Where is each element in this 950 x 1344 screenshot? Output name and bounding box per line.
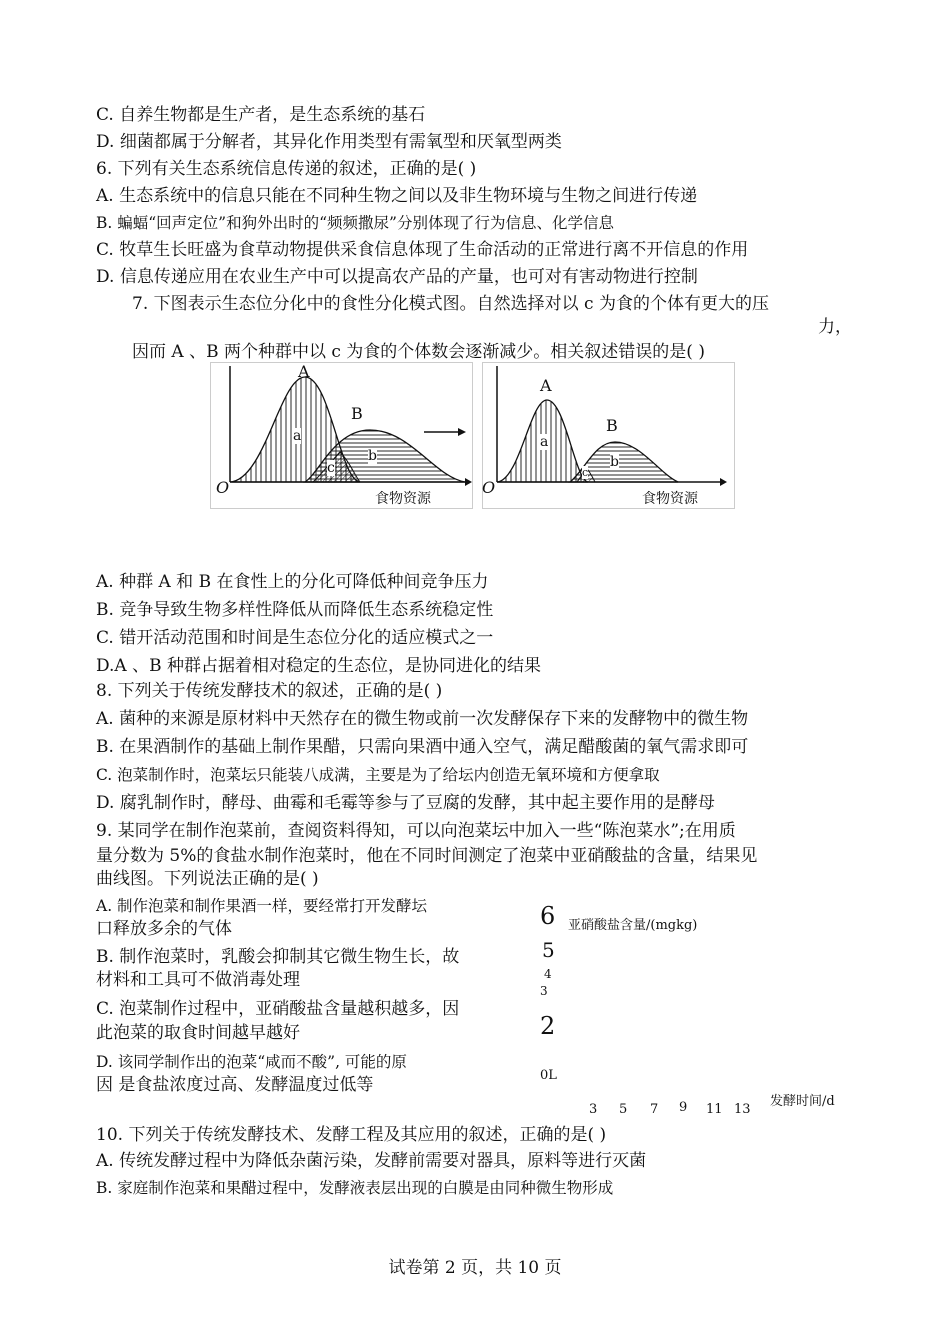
x-axis-label: 发酵时间/d	[770, 1094, 835, 1109]
nitrite-chart	[530, 900, 860, 1122]
q6-option-a: A. 生态系统中的信息只能在不同种生物之间以及非生物环境与生物之间进行传递	[96, 186, 698, 206]
q6-stem: 6. 下列有关生态系统信息传递的叙述，正确的是( )	[96, 159, 477, 179]
q9-option-a-line1: A. 制作泡菜和制作果酒一样，要经常打开发酵坛	[96, 897, 428, 915]
q7-option-c: C. 错开活动范围和时间是生态位分化的适应模式之一	[96, 628, 494, 648]
q8-option-d: D. 腐乳制作时，酵母、曲霉和毛霉等参与了豆腐的发酵，其中起主要作用的是酵母	[96, 793, 715, 813]
q7-option-b: B. 竞争导致生物多样性降低从而降低生态系统稳定性	[96, 600, 494, 620]
q9-stem-line3: 曲线图。下列说法正确的是( )	[96, 869, 319, 889]
origin-right: O	[482, 478, 496, 497]
q9-stem-line1: 9. 某同学在制作泡菜前，查阅资料得知，可以向泡菜坛中加入一些“陈泡菜水”;在用质	[96, 821, 736, 841]
label-curve-b-left: B	[351, 404, 363, 423]
label-area-b-left: b	[368, 448, 377, 464]
y-tick-0: 0L	[540, 1068, 557, 1083]
label-curve-b-right: B	[606, 416, 618, 435]
label-curve-a-left: A	[298, 362, 310, 381]
q10-stem: 10. 下列关于传统发酵技术、发酵工程及其应用的叙述，正确的是( )	[96, 1125, 607, 1145]
q8-stem: 8. 下列关于传统发酵技术的叙述，正确的是( )	[96, 681, 443, 701]
q6-option-b: B. 蝙蝠“回声定位”和狗外出时的“频频撒尿”分别体现了行为信息、化学信息	[96, 214, 614, 232]
q9-option-c-line2: 此泡菜的取食时间越早越好	[96, 1023, 300, 1043]
q9-option-b-line1: B. 制作泡菜时，乳酸会抑制其它微生物生长，故	[96, 947, 460, 967]
q7-option-a: A. 种群 A 和 B 在食性上的分化可降低种间竞争压力	[96, 572, 489, 592]
label-curve-a-right: A	[540, 376, 552, 395]
q9-option-a-line2: 口释放多余的气体	[96, 919, 232, 939]
x-tick-9: 9	[679, 1100, 688, 1115]
y-tick-6: 6	[540, 902, 556, 930]
q7-stem-line1: 7. 下图表示生态位分化中的食性分化模式图。自然选择对以 c 为食的个体有更大的压	[132, 294, 769, 314]
q7-stem-line3: 因而 A 、B 两个种群中以 c 为食的个体数会逐渐减少。相关叙述错误的是( )	[132, 342, 705, 362]
q7-stem-line2: 力，	[818, 317, 852, 337]
q9-option-d-line1: D. 该同学制作出的泡菜“咸而不酸”, 可能的原	[96, 1053, 407, 1071]
niche-left-panel	[230, 366, 472, 486]
q8-option-a: A. 菌种的来源是原材料中天然存在的微生物或前一次发酵保存下来的发酵物中的微生物	[96, 709, 749, 729]
x-tick-7: 7	[650, 1102, 659, 1117]
q10-option-b: B. 家庭制作泡菜和果醋过程中，发酵液表层出现的白膜是由同种微生物形成	[96, 1179, 614, 1197]
q6-option-c: C. 牧草生长旺盛为食草动物提供采食信息体现了生命活动的正常进行离不开信息的作用	[96, 240, 749, 260]
y-tick-3: 3	[540, 984, 548, 998]
q10-option-a: A. 传统发酵过程中为降低杂菌污染，发酵前需要对器具，原料等进行灭菌	[96, 1151, 647, 1171]
q8-option-c: C. 泡菜制作时，泡菜坛只能装八成满，主要是为了给坛内创造无氧环境和方便拿取	[96, 766, 660, 784]
xaxis-label-right: 食物资源	[642, 491, 698, 507]
origin-left: O	[216, 478, 230, 497]
xaxis-label-left: 食物资源	[375, 491, 431, 507]
label-area-c-left: c	[327, 460, 335, 476]
x-tick-13: 13	[734, 1102, 751, 1117]
niche-figure	[210, 362, 735, 510]
q9-option-b-line2: 材料和工具可不做消毒处理	[96, 970, 300, 990]
label-area-c-right: c	[582, 466, 589, 479]
q8-option-b: B. 在果酒制作的基础上制作果醋，只需向果酒中通入空气，满足醋酸菌的氧气需求即可	[96, 737, 749, 757]
y-tick-2: 2	[540, 1012, 556, 1040]
x-tick-11: 11	[706, 1102, 723, 1117]
q9-option-d-line2: 因 是食盐浓度过高、发酵温度过低等	[96, 1075, 374, 1095]
y-tick-5: 5	[542, 938, 555, 962]
x-tick-3: 3	[589, 1102, 598, 1117]
q9-stem-line2: 量分数为 5%的食盐水制作泡菜时，他在不同时间测定了泡菜中亚硝酸盐的含量，结果见	[96, 846, 758, 866]
q6-option-d: D. 信息传递应用在农业生产中可以提高农产品的产量，也可对有害动物进行控制	[96, 267, 698, 287]
q7-option-d: D.A 、B 种群占据着相对稳定的生态位，是协同进化的结果	[96, 656, 542, 676]
label-area-a-right: a	[540, 434, 549, 450]
q5-option-c: C. 自养生物都是生产者，是生态系统的基石	[96, 105, 426, 125]
page-footer: 试卷第 2 页，共 10 页	[388, 1258, 562, 1278]
x-tick-5: 5	[619, 1102, 628, 1117]
label-area-a-left: a	[293, 428, 302, 444]
label-area-b-right: b	[610, 454, 619, 470]
y-tick-4: 4	[544, 967, 552, 981]
q5-option-d: D. 细菌都属于分解者，其异化作用类型有需氧型和厌氧型两类	[96, 132, 562, 152]
y-axis-label: 亚硝酸盐含量/(mgkg)	[568, 918, 698, 933]
q9-option-c-line1: C. 泡菜制作过程中，亚硝酸盐含量越积越多，因	[96, 999, 460, 1019]
